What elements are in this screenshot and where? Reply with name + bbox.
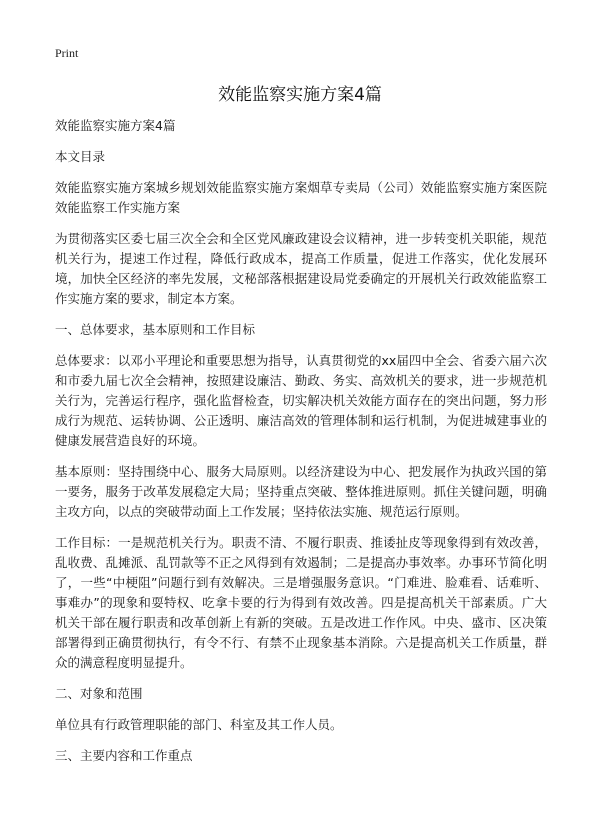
toc-heading: 本文目录 bbox=[55, 149, 106, 164]
document-body bbox=[55, 116, 547, 777]
scope-paragraph: 单位具有行政管理职能的部门、科室及其工作人员。 bbox=[55, 717, 343, 732]
page-title: 效能监察实施方案4篇 bbox=[218, 85, 382, 105]
section-heading-2: 二、对象和范围 bbox=[55, 686, 143, 701]
toc-text: 效能监察实施方案城乡规划效能监察实施方案烟草专卖局（公司）效能监察实施方案医院效能监察工作实施方案 bbox=[55, 180, 547, 215]
section-heading-3: 三、主要内容和工作重点 bbox=[55, 748, 193, 763]
section-heading-1: 一、总体要求，基本原则和工作目标 bbox=[55, 322, 256, 337]
document-subtitle: 效能监察实施方案4篇 bbox=[55, 118, 176, 133]
intro-paragraph: 为贯彻落实区委七届三次全会和全区党风廉政建设会议精神，进一步转变机关职能，规范机关行为，提速工作过程，降低行政成本，提高工作质量，促进工作落实，优化发展环境，加快全区经济的率先发展，文秘部落根据建设局党委确定的开展机关行政效能监察工作实施方案的要求，制定本方案。 bbox=[55, 231, 547, 306]
basic-principles-paragraph: 基本原则：坚持围绕中心、服务大局原则。以经济建设为中心、把发展作为执政兴国的第一要务，服务于改革发展稳定大局；坚持重点突破、整体推进原则。抓住关键问题，明确主攻方向，以点的突破带动面上工作发展；坚持依法实施、规范运行原则。 bbox=[55, 464, 547, 519]
general-requirements-paragraph: 总体要求：以邓小平理论和重要思想为指导，认真贯彻党的xx届四中全会、省委六届六次和市委九届七次全会精神，按照建设廉洁、勤政、务实、高效机关的要求，进一步规范机关行为，完善运行程序，强化监督检查，切实解决机关效能方面存在的突出问题，努力形成行为规范、运转协调、公正透明、廉洁高效的管理体制和运行机制，为促进城建事业的健康发展营造良好的环境。 bbox=[55, 353, 547, 448]
print-link[interactable]: Print bbox=[55, 46, 79, 60]
work-goals-paragraph: 工作目标：一是规范机关行为。职责不清、不履行职责、推诿扯皮等现象得到有效改善，乱收费、乱摊派、乱罚款等不正之风得到有效遏制；二是提高办事效率。办事环节简化明了，一些“中梗阻”问题行到有效解决。三是增强服务意识。“门难进、脸难看、话难听、事难办”的现象和耍特权、吃拿卡要的行为得到有效改善。四是提高机关干部素质。广大机关干部在履行职责和改革创新上有新的突破。五是改进工作作风。中央、盛市、区决策部署得到正确贯彻执行，有令不行、有禁不止现象基本消除。六是提高机关工作质量，群众的满意程度明显提升。 bbox=[55, 535, 547, 670]
